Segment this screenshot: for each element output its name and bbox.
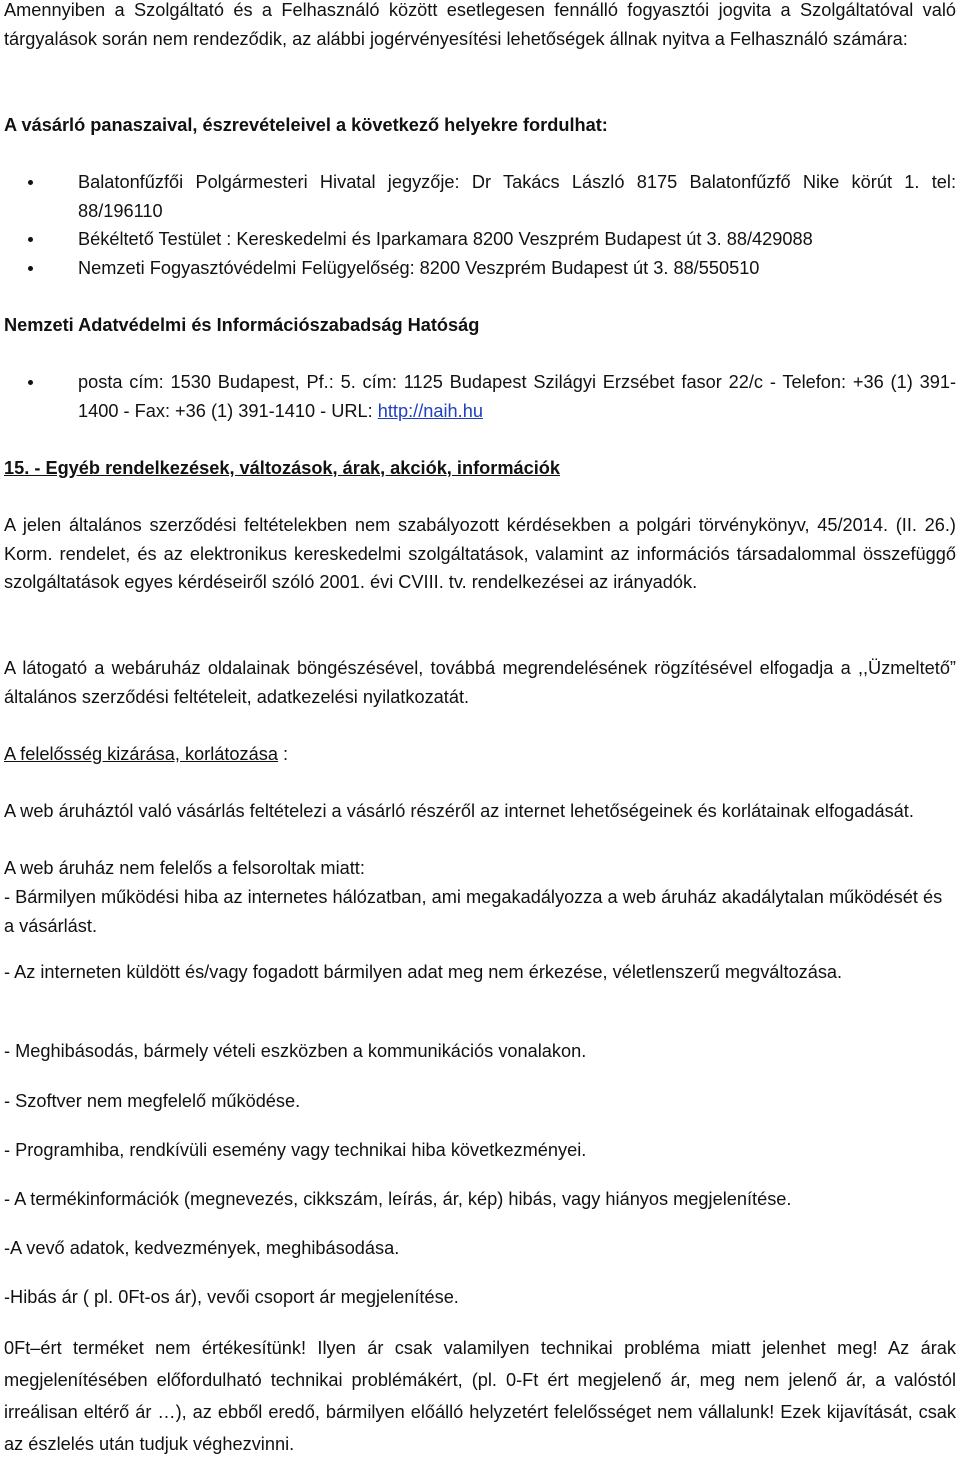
liability-heading-suffix: : [277, 744, 289, 764]
liability-item: - Az interneten küldött és/vagy fogadott bármilyen adat meg nem érkezése, véletlenszerű megváltozása. [4, 962, 843, 982]
liability-item: - A termékinformációk (megnevezés, cikkszám, leírás, ár, kép) hibás, vagy hiányos megjelenítése. [4, 1189, 792, 1209]
liability-paragraph-1: A web áruháztól való vásárlás feltételezi a vásárló részéről az internet lehetőségeinek és korlátainak elfogadását. [4, 801, 914, 821]
bullet-icon [28, 266, 33, 271]
list-item-text: Nemzeti Fogyasztóvédelmi Felügyelőség: 8200 Veszprém Budapest út 3. 88/550510 [78, 257, 760, 278]
list-item-text: Balatonfűzfői Polgármesteri Hivatal jegyzője: Dr Takács László 8175 Balatonfűzfő Nike körút 1. tel: 88/196110 [78, 172, 956, 221]
naih-heading: Nemzeti Adatvédelmi és Információszabadság Hatóság [4, 315, 480, 335]
section-15-paragraph-2: A látogató a webáruház oldalainak böngészésével, továbbá megrendelésének rögzítésével elfogadja a ,,Üzmeltető” általános szerződési feltételeit, adatkezelési nyilatkozatát. [4, 658, 956, 707]
complaints-heading: A vásárló panaszaival, észrevételeivel a következő helyekre fordulhat: [4, 115, 608, 135]
list-item [4, 168, 956, 225]
liability-item: - Programhiba, rendkívüli esemény vagy technikai hiba következményei. [4, 1140, 587, 1160]
liability-heading-line [4, 740, 956, 769]
liability-item: - Meghibásodás, bármely vételi eszközben a kommunikációs vonalakon. [4, 1041, 587, 1061]
section-15-heading: 15. - Egyéb rendelkezések, változások, árak, akciók, információk [4, 458, 560, 478]
liability-paragraph-2: A web áruház nem felelős a felsoroltak miatt: [4, 858, 365, 878]
section-15-paragraph-1: A jelen általános szerződési feltételekben nem szabályozott kérdésekben a polgári törvénykönyv, 45/2014. (II. 26.) Korm. rendelet, és az elektronikus kereskedelmi szolgáltatások, valamint az információs társadalommal összefüggő szolgáltatások egyes kérdéseiről szóló 2001. évi CVIII. tv. rendelkezései az irányadók. [4, 515, 956, 593]
list-item [4, 254, 956, 283]
naih-list [4, 368, 956, 425]
naih-url-link[interactable]: http://naih.hu [377, 400, 483, 421]
complaints-list [4, 168, 956, 282]
liability-item: -A vevő adatok, kedvezmények, meghibásodása. [4, 1238, 400, 1258]
list-item [4, 225, 956, 254]
liability-item: -Hibás ár ( pl. 0Ft-os ár), vevői csoport ár megjelenítése. [4, 1287, 459, 1307]
liability-heading: A felelősség kizárása, korlátozása [4, 744, 278, 764]
liability-final-paragraph: 0Ft–ért terméket nem értékesítünk! Ilyen ár csak valamilyen technikai probléma miatt jelenhet meg! Az árak megjelenítésében előfordulható technikai problémákért, (pl. 0-Ft ért megjelenő ár, meg nem jelenő ár, a valóstól irreálisan eltérő ár …), az ebből eredő, bármilyen előálló helyzetért felelősséget nem vállalunk! Ezek kijavítását, csak az észlelés után tudjuk véghezvinni. [4, 1338, 956, 1454]
liability-item: - Szoftver nem megfelelő működése. [4, 1091, 301, 1111]
bullet-icon [28, 380, 33, 385]
liability-paragraph-3: - Bármilyen működési hiba az internetes hálózatban, ami megakadályozza a web áruház akadálytalan működését és a vásárlást. [4, 887, 943, 936]
bullet-icon [28, 237, 33, 242]
list-item-text: Békéltető Testület : Kereskedelmi és Iparkamara 8200 Veszprém Budapest út 3. 88/429088 [78, 229, 813, 250]
intro-paragraph: Amennyiben a Szolgáltató és a Felhasználó között esetlegesen fennálló fogyasztói jogvita a Szolgáltatóval való tárgyalások során nem rendeződik, az alábbi jogérvényesítési lehetőségek állnak nyitva a Felhasználó számára: [4, 0, 956, 49]
bullet-icon [28, 180, 33, 185]
naih-contact-text: posta cím: 1530 Budapest, Pf.: 5. cím: 1125 Budapest Szilágyi Erzsébet fasor 22/c - Telefon: +36 (1) 391-1400 - Fax: +36 (1) 391-1410 - URL: [78, 372, 956, 421]
list-item [4, 368, 956, 425]
